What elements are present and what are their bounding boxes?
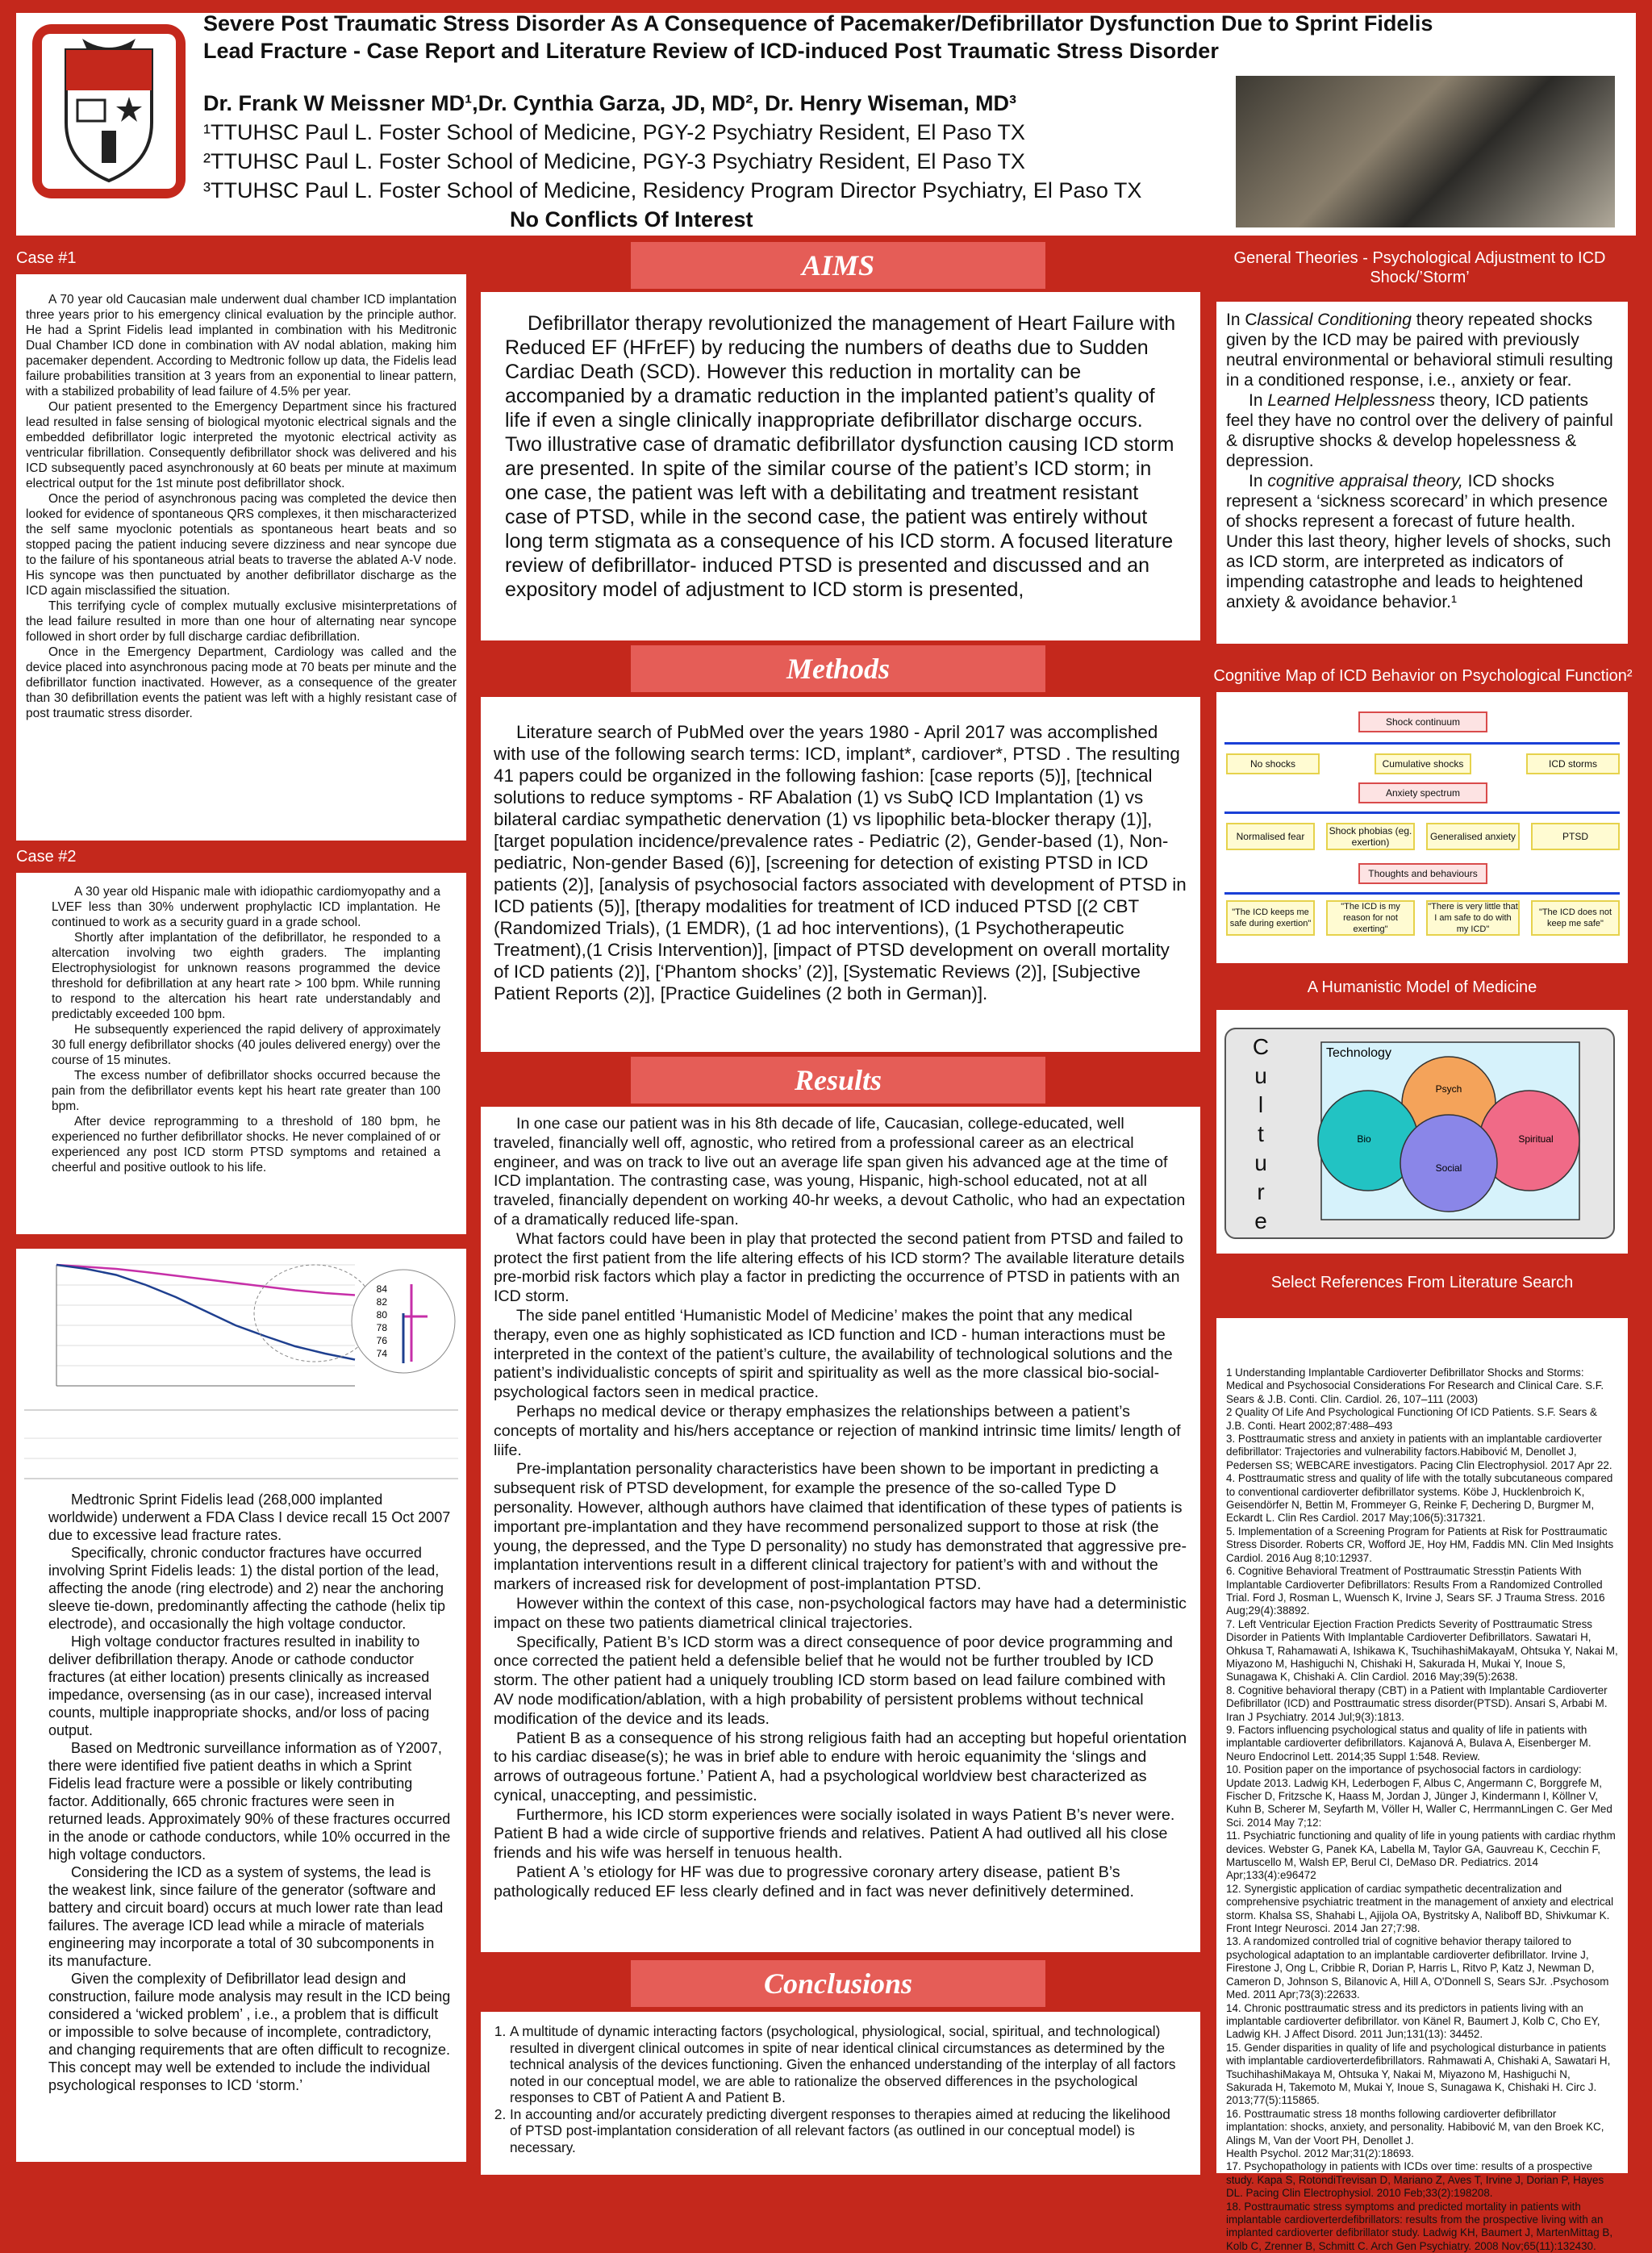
- affiliation-3: ³TTUHSC Paul L. Foster School of Medicine, Residency Program Director Psychiatry, El Paso TX: [203, 178, 1142, 202]
- fidelis-paragraph: Considering the ICD as a system of systems, the lead is the weakest link, since failure of the generator (software and battery and circuit board) occurs at much lower rate than lead failures. The average ICD lead while a miracle of materials engineering may incorporate a total of 30 subcomponents in its manufacture.: [48, 1864, 444, 1969]
- thought-2-box: "The ICD is my reason for not exerting": [1326, 900, 1415, 936]
- ref-item: 1 Understanding Implantable Cardioverter Defibrillator Shocks and Storms: Medical and Psychosocial Considerations For Research and Clinical Care. S.F. Sears & J.B. Conti. Clin. Cardiol. 26, 107–111 (2003): [1226, 1366, 1604, 1405]
- case2-paragraph: A 30 year old Hispanic male with idiopathic cardiomyopathy and a LVEF less than 30% underwent prophylactic ICD implantation. He continued to work as a security guard in a grade school.: [52, 885, 440, 929]
- ref-item: 10. Position paper on the importance of psychosocial factors in cardiology: Update 2013. Ladwig KH, Lederbogen F, Albus C, Angermann C, Borggrefe M, Fischer D, Fritzsche K, Haass M, Jordan J, Jünger J, Kindermann I, Köllner V, Kuhn B, Scherer M, Seyfarth M, Völler H, Waller C, HerrmannLingen C. Ger Med Sci. 2014 May 7;12:: [1226, 1763, 1612, 1829]
- fidelis-paragraph: Medtronic Sprint Fidelis lead (268,000 implanted worldwide) underwent a FDA Class I device recall 15 Oct 2007 due to excessive lead fracture rates.: [48, 1492, 451, 1543]
- survival-table: [24, 1402, 458, 1483]
- shock-arrow: [1224, 742, 1620, 745]
- case2-paragraph: The excess number of defibrillator shocks occurred because the pain from the defibrillator events kept his heart rate greater than 100 bpm.: [52, 1069, 440, 1113]
- fidelis-panel: [16, 1249, 466, 2162]
- conflict-statement: No Conflicts Of Interest: [510, 207, 753, 232]
- results-paragraph: Patient A ’s etiology for HF was due to progressive coronary artery disease, patient B’s pathologically reduced EF less clearly defined and in fact was never definitively determined.: [494, 1863, 1134, 1900]
- ref-item: 13. A randomized controlled trial of cognitive behavior therapy tailored to psychological adaptation to an implantable cardioverter defibrillator. Irvine J, Firestone J, Ong L, Cribbie R, Dorian P, Harris L, Ritvo P, Katz J, Newman D, Cameron D, Johnson S, Bilanovic A, Hill A, O'Donnell S, Sears SJr. .Psychosom Med. 2011 Apr;73(3):22633.: [1226, 1935, 1609, 2001]
- inset-tick-label: 82: [376, 1296, 387, 1308]
- thought-1-box: "The ICD keeps me safe during exertion": [1226, 900, 1315, 936]
- fidelis-text: [48, 1491, 452, 2094]
- ref-item: 3. Posttraumatic stress and anxiety in patients with an implantable cardioverter defibrillator: Trajectories and vulnerability factors.Habibović M, Denollet J, Pedersen SS; WEBCARE investigators. Pacing Clin Electrophysiol. 2017 Apr 22.: [1226, 1433, 1612, 1471]
- conclusion-item: 1. A multitude of dynamic interacting factors (psychological, physiological, social, spiritual, and technological) resulted in divergent clinical outcomes in spite of near identical clinical circumstances as determined by the technical analysis of the devices functioning. Given the enhanced understanding of the interplay of all factors noted in our conceptual model, we are able to rationalize the observed differences in the psychological responses to CBT of Patient A and Patient B.: [510, 2023, 1184, 2106]
- author-block: [203, 89, 1252, 234]
- humanistic-label: A Humanistic Model of Medicine: [1307, 978, 1537, 996]
- bio-text: Bio: [1357, 1133, 1371, 1145]
- thought-4-box: "The ICD does not keep me safe": [1531, 900, 1620, 936]
- inset-tick-label: 80: [376, 1309, 387, 1321]
- psych-text: Psych: [1435, 1083, 1462, 1095]
- poster-title: [203, 10, 1575, 65]
- title-line-1: Severe Post Traumatic Stress Disorder As A Consequence of Pacemaker/Defibrillator Dysfunction Due to Sprint Fidelis: [203, 11, 1433, 35]
- ref-item: 11. Psychiatric functioning and quality of life in young patients with cardiac rhythm devices. Webster G, Panek KA, Labella M, Taylor GA, Gauvreau K, Cecchin F, Martuscello M, Walsh EP, Berul CI, DeMaso DR. Pediatrics. 2014 Apr;133(4):e96472: [1226, 1830, 1616, 1882]
- ref-item: 4. Posttraumatic stress and quality of life with the totally subcutaneous compared to conventional cardioverter defibrillator systems. Köbe J, Hucklenbroich K, Geisendörfer N, Bettin M, Frommeyer G, Reinke F, Dechering D, Burgmer M, Eckardt L. Clin Res Cardiol. 2017 May;106(5):317321.: [1226, 1472, 1613, 1525]
- theories-panel: [1216, 302, 1628, 644]
- ref-item: 9. Factors influencing psychological status and quality of life in patients with implantable cardioverter defibrillators. Kajanová A, Bulava A, Eisenberger M. Neuro Endocrinol Lett. 2014;35 Suppl 1:548. Review.: [1226, 1723, 1592, 1763]
- culture-label: C u l t u r e: [1252, 1034, 1270, 1233]
- theory-helplessness: In Learned Helplessness theory, ICD patients feel they have no control over the delivery of painful & disruptive shocks & develop hopelessness & depression.: [1226, 391, 1613, 470]
- results-paragraph: However within the context of this case, non-psychological factors may have had a deterministic impact on these two patients diametrical clinical trajectories.: [494, 1594, 1187, 1632]
- survival-line-0: [56, 1265, 355, 1295]
- case1-paragraph: Once the period of asynchronous pacing was completed the device then looked for evidence of spontaneous QRS complexes, it then mischaracterized the self same myoclonic potentials as spontaneous heart beats and so stopped pacing the patient inducing severe dizziness and near syncope due to the failure of his spontaneous atrial beats to traverse the ablated A-V node. His syncope was then punctuated by another defibrillator discharge as the ICD again misclassified the situation.: [26, 492, 457, 598]
- methods-heading: Methods: [631, 645, 1045, 692]
- fidelis-paragraph: Given the complexity of Defibrillator lead design and construction, failure mode analysis may result in the ICD being considered a ‘wicked problem’ , i.e., a problem that is difficult or impossible to solve because of incomplete, contradictory, and changing requirements that are often difficult to recognize. This concept may well be extended to include the individual psychological responses to ICD ‘storm.’: [48, 1971, 451, 2093]
- thought-3-box: "There is very little that I am safe to do with my ICD": [1426, 900, 1520, 936]
- conclusions-heading: Conclusions: [631, 1960, 1045, 2007]
- thoughts-box: Thoughts and behaviours: [1358, 863, 1487, 884]
- anxiety-spectrum-box: Anxiety spectrum: [1358, 782, 1487, 803]
- thoughts-arrow: [1224, 892, 1620, 895]
- results-heading: Results: [631, 1057, 1045, 1104]
- conclusion-item: 2. In accounting and/or accurately predicting divergent responses to therapies aimed at reducing the likelihood of PTSD post-implantation consideration of all relevant factors (as outlined in our conceptual model) is necessary.: [510, 2106, 1184, 2156]
- theory-appraisal: In cognitive appraisal theory, ICD shocks represent a ‘sickness scorecard’ in which presence of shocks represent a forecast of future health. Under this last theory, higher levels of shocks, such as ICD storm, are interpreted as indicators of impending catastrophe and leads to heightened anxiety & avoidance behavior.¹: [1226, 472, 1612, 611]
- inset-tick-label: 76: [376, 1335, 387, 1346]
- inset-tick-label: 84: [376, 1283, 387, 1295]
- ref-item: 6. Cognitive Behavioral Treatment of Posttraumatic Stressṭin Patients With Implantable Cardioverter Defibrillators: Results From a Randomized Controlled Trial. Ford J, Rosman L, Wuensch K, Irvine J, Sears SF. J Trauma Stress. 2016 Aug;29(4):38892.: [1226, 1565, 1605, 1617]
- ref-item: 16. Posttraumatic stress 18 months following cardioverter defibrillator implantation: shocks, anxiety, and personality. Habibović M, van den Broek KC, Alings M, Van der Voort PH, Denollet J.: [1226, 2107, 1604, 2147]
- case1-paragraph: A 70 year old Caucasian male underwent dual chamber ICD implantation three years prior to his emergency clinical evaluation by the principle author. He had a Sprint Fidelis lead implanted in combination with his Meditronic Dual Chamber ICD done in combination with AV nodal ablation, making him pacemaker dependent. According to Medtronic follow up data, the Fidelis lead failure probabilities transition at 3 years from an exponential to linear pattern, with a stabilized probability of lead failure of 4.5% per year.: [26, 293, 457, 398]
- icd-storms-box: ICD storms: [1526, 753, 1620, 774]
- aims-panel: [481, 292, 1200, 640]
- case2-panel: [16, 873, 466, 1234]
- humanistic-panel: [1216, 1010, 1628, 1254]
- technology-text: Technology: [1326, 1046, 1391, 1060]
- case1-label: Case #1: [16, 249, 77, 267]
- results-paragraph: Furthermore, his ICD storm experiences were socially isolated in ways Patient B’s never were. Patient B had a wide circle of supportive friends and relatives. Patient A had outlived all his close friends and his wife was herself in tenuous health.: [494, 1805, 1175, 1863]
- aims-heading: AIMS: [631, 242, 1045, 289]
- inset-tick-label: 74: [376, 1348, 387, 1359]
- aims-text: Defibrillator therapy revolutionized the management of Heart Failure with Reduced EF (HFrEF) by reducing the numbers of deaths due to Sudden Cardiac Death (SCD). However this reduction in mortality can be accompanied by a dramatic reduction in the implanted patient’s quality of life if even a single clinically inappropriate defibrillator discharge occurs. Two illustrative case of dramatic defibrillator dysfunction causing ICD storm are presented. In spite of the similar course of the patient’s ICD storm; in one case, the patient was left with a debilitating and treatment resistant case of PTSD, while in the second case, the patient was entirely without long term stigmata as a consequence of his ICD storm. A focused literature review of defibrillator- induced PTSD is presented and discussed and an expository model of adjustment to ICD storm is presented,: [505, 312, 1176, 601]
- affiliation-2: ²TTUHSC Paul L. Foster School of Medicine, PGY-3 Psychiatry Resident, El Paso TX: [203, 149, 1025, 173]
- ref-item: 5. Implementation of a Screening Program for Patients at Risk for Posttraumatic Stress Disorder. Roberts CR, Wofford JE, Hoy HM, Faddis MN. Clin Med Insights Cardiol. 2016 Aug 8;10:12937.: [1226, 1525, 1614, 1564]
- methods-panel: [481, 697, 1200, 1052]
- ref-item: 15. Gender disparities in quality of life and psychological disturbance in patients with implantable cardioverterdefibrillators. Rahmawati A, Chishaki A, Sawatari H, TsuchihashiMakaya M, Ohtsuka Y, Nakai M, Miyazono M, Hashiguchi N, Sakurada H, Takemoto M, Mukai Y, Inoue S, Sunagawa K, Chishaki H. Circ J. 2013;77(5):115865.: [1226, 2041, 1611, 2107]
- case2-paragraph: He subsequently experienced the rapid delivery of approximately 30 full energy defibrillator shocks (40 joules delivered energy) over the course of 15 minutes.: [52, 1023, 440, 1067]
- ref-item: 17. Psychopathology in patients with ICDs over time: results of a prospective study. Kapa S, RotondiTrevisan D, Mariano Z, Aves T, Irvine J, Dorian P, Hayes DL. Pacing Clin Electrophysiol. 2010 Feb;33(2):198208.: [1226, 2160, 1604, 2200]
- case1-paragraph: Once in the Emergency Department, Cardiology was called and the device placed into asynchronous pacing mode at 70 beats per minute and the defibrillator function inactivated. However, as a consequence of the greater than 30 defibrillation events the patient was left with a highly resistant case of post traumatic stress disorder.: [26, 645, 457, 720]
- case2-paragraph: After device reprogramming to a threshold of 180 bpm, he experienced no further defibrillator shocks. He never complained of or experienced any post ICD storm PTSD symptoms and retained a cheerful and positive outlook to his life.: [52, 1115, 440, 1174]
- results-paragraph: Perhaps no medical device or therapy emphasizes the relationships between a patient’s concepts of mortality and his/hers acceptance or rejection of mankind intrinsic time limits/ length of liife.: [494, 1402, 1181, 1459]
- results-paragraph: What factors could have been in play that protected the second patient from PTSD and failed to protect the first patient from the life altering effects of his ICD storm? The available literature details pre-morbid risk factors which play a factor in predicting the occurrence of PTSD in patients with an ICD storm.: [494, 1229, 1185, 1306]
- social-text: Social: [1435, 1162, 1462, 1174]
- procedure-photos: [1236, 76, 1615, 227]
- no-shocks-box: No shocks: [1226, 753, 1320, 774]
- shock-continuum-box: Shock continuum: [1358, 711, 1487, 732]
- refs-label: Select References From Literature Search: [1270, 1274, 1574, 1291]
- ref-item: 14. Chronic posttraumatic stress and its predictors in patients living with an implantable cardioverter defibrillator. von Känel R, Baumert J, Kolb C, Cho EY, Ladwig KH. J Affect Disord. 2011 Jun;131(13): 34452.: [1226, 2001, 1600, 2041]
- cogmap-panel: [1216, 692, 1628, 963]
- inset-tick-label: 78: [376, 1322, 387, 1333]
- case2-label: Case #2: [16, 848, 77, 866]
- shock-phobias-box: Shock phobias (eg. exertion): [1326, 823, 1415, 850]
- refs-panel: [1216, 1318, 1628, 2252]
- ref-item: 7. Left Ventricular Ejection Fraction Predicts Severity of Posttraumatic Stress Disorder in Patients With Implantable Cardioverter Defibrillators. Sawatari H, Ohkusa T, Rahamawati A, Ishikawa K, TsuchihashiMakayaM, Ohtsuka Y, Nakai M, Miyazono M, Hashiguchi N, Chishaki H, Sakurada H, Mukai Y, Inoue S, Sunagawa K, Chishaki A. Clin Cardiol. 2016 May;39(5):2638.: [1226, 1617, 1618, 1683]
- biopsychosocial-diagram: [1320, 1041, 1581, 1223]
- methods-text: Literature search of PubMed over the years 1980 - April 2017 was accomplished with use of the following search terms: ICD, implant*, cardiover*, PTSD . The resulting 41 papers could be organized in the following fashion: [case reports (5)], [technical solutions to reduce symptoms - RF Abalation (1) vs SubQ ICD Implantation (1) vs bilateral cardiac sympathetic denervation (1) vs lipophilic beta-blocker therapy (1)], [target population incidence/prevalence rates - Pediatric (2), Gender-based (1), Non-pediatric, Non-gender Based (6)], [screening for detection of existing PTSD in ICD patients (2)], [analysis of psychosocial factors associated with development of PTSD in ICD patients (5)], [therapy modalities for treatment of ICD induced PTSD [(2 CBT (Randomized Trials), (1 EMDR), (1 ad hoc interventions), (1 Psychotherapeutic Treatment),(1 Crisis Intervention)], [impact of PTSD development on overall mortality of ICD patients (2)], [‘Phantom shocks’ (2)], [Systematic Reviews (2)], [Subjective Patient Reports (2)], [Practice Guidelines (2 both in German)].: [494, 722, 1187, 1003]
- conclusions-list: [487, 2023, 1184, 2155]
- ref-item: 8. Cognitive behavioral therapy (CBT) in a Patient with Implantable Cardioverter Defibrillator (ICD) and Posttraumatic stress disorder(PTSD). Ansari S, Arbabi M. Iran J Psychiatry. 2014 Jul;9(3):1813.: [1226, 1683, 1608, 1723]
- spiritual-text: Spiritual: [1518, 1133, 1554, 1145]
- results-panel: [481, 1107, 1200, 1952]
- results-paragraph: Specifically, Patient B’s ICD storm was a direct consequence of poor device programming and once corrected the patient held a defensible belief that he would not be further troubled by ICD storm. The other patient had a uniquely troubling ICD storm based on lead failure combined with AV node modification/ablation, with a high probability of persistent problems without technical modification of the device and its leads.: [494, 1633, 1173, 1728]
- ref-item: 2 Quality Of Life And Psychological Functioning Of ICD Patients. S.F. Sears & J.B. Conti. Heart 2002;87:488–493: [1226, 1406, 1597, 1432]
- results-paragraph: Patient B as a consequence of his strong religious faith had an accepting but hopeful orientation to his cardiac disease(s); he was in brief able to endure with heroic equanimity the ‘slings and arrows of outrageous fortune.’ Patient A, had a psychological worldview best characterized as cynical, unaccepting, and pessimistic.: [494, 1729, 1187, 1804]
- generalised-anxiety-box: Generalised anxiety: [1426, 823, 1520, 850]
- ptsd-box: PTSD: [1531, 823, 1620, 850]
- conclusions-panel: [481, 2012, 1200, 2175]
- normalised-fear-box: Normalised fear: [1226, 823, 1315, 850]
- university-logo: [32, 24, 186, 198]
- results-paragraph: The side panel entitled ‘Humanistic Model of Medicine’ makes the point that any medical therapy, even one as highly sophisticated as ICD function and ICD - human interactions must be interpreted in the context of the patient’s culture, the availability of technological solutions and the patient’s individualistic concepts of spirit and spirituality as well as the more classical bio-social-psychological factors seen in medical practice.: [494, 1306, 1173, 1402]
- case1-panel: [16, 274, 466, 841]
- theories-label: General Theories - Psychological Adjustment to ICD Shock/’Storm’: [1233, 249, 1606, 286]
- author-names: Dr. Frank W Meissner MD¹,Dr. Cynthia Garza, JD, MD², Dr. Henry Wiseman, MD³: [203, 91, 1016, 115]
- fidelis-paragraph: Specifically, chronic conductor fractures have occurred involving Sprint Fidelis leads: 1) the distal portion of the lead, affecting the anode (ring electrode) and 2) near the anchoring sleeve tie-down, predominantly affecting the cathode (helix tip electrode), and occasionally the high voltage conductor.: [48, 1545, 445, 1632]
- theory-classical: In Classical Conditioning theory repeated shocks given by the ICD may be paired with previously neutral environmental or behavioral stimuli resulting in a conditioned response, i.e., anxiety or fear.: [1226, 311, 1613, 390]
- affiliation-1: ¹TTUHSC Paul L. Foster School of Medicine, PGY-2 Psychiatry Resident, El Paso TX: [203, 120, 1025, 144]
- ref-item: 18. Posttraumatic stress symptoms and predicted mortality in patients with implantable cardioverterdefibrillators: results from the prospective living with an implanted cardioverter defibrillator study. Ladwig KH, Baumert J, MartenMittag B, Kolb C, Zrenner B, Schmitt C. Arch Gen Psychiatry. 2008 Nov;65(11):132430.: [1226, 2200, 1613, 2252]
- ref-item: Health Psychol. 2012 Mar;31(2):18693.: [1226, 2147, 1414, 2159]
- case1-paragraph: Our patient presented to the Emergency Department since his fractured lead resulted in false sensing of biological myotonic electrical signals and the embedded defibrillator logic interpreted the myotonic electrical activity as ventricular fibrillation. Consequently defibrillator shock was delivered and his ICD subsequently paced asynchronously at 60 beats per minute at maximum electrical output for the 1st minute post defibrillator shock.: [26, 400, 457, 490]
- results-paragraph: Pre-implantation personality characteristics have been shown to be important in predicting a subsequent risk of PTSD development, for example the presence of the so-called Type D personality. However, although authors have claimed that identification of these types of patients is important pre-implantation and they have recommend personalized support to those at risk (the young, the depressed, and the Type D personality) no study has demonstrated that aggressive pre-implantation interventions result in a different clinical trajectory for patient’s with and without the markers of increased risk for development of post-implantation PTSD.: [494, 1460, 1187, 1594]
- results-paragraph: In one case our patient was in his 8th decade of life, Caucasian, college-educated, well traveled, financially well off, agnostic, who retired from a professional career as an electrical engineer, and was on track to live out an average life span given his advanced age at the time of ICD implantation. The contrasting case, was young, Hispanic, high-school educated, not at all traveled, financially dependent on working 40-hr weeks, a devout Catholic, who had an expectation of a dramatically reduced life-span.: [494, 1115, 1186, 1229]
- case1-paragraph: This terrifying cycle of complex mutually exclusive misinterpretations of the lead failure resulted in more than one hour of alternating near syncope followed in short order by full discharge cardiac defibrillation.: [26, 599, 457, 644]
- ref-item: 12. Synergistic application of cardiac sympathetic decentralization and comprehensive psychiatric treatment in the management of anxiety and electrical storm. Khalsa SS, Shahabi L, Ajijola OA, Bystritsky A, Naliboff BD, Shivkumar K. Front Integr Neurosci. 2014 Jan 27;7:98.: [1226, 1882, 1614, 1935]
- title-line-2: Lead Fracture - Case Report and Literature Review of ICD-induced Post Traumatic Stress Disorder: [203, 39, 1219, 63]
- fidelis-paragraph: High voltage conductor fractures resulted in inability to deliver defibrillation therapy. Anode or cathode conductor fractures (at either location) presents clinically as increased impedance, oversensing (as in our case), increased interval counts, multiple inappropriate shocks, and/or loss of pacing output.: [48, 1633, 432, 1738]
- fidelis-paragraph: Based on Medtronic surveillance information as of Y2007, there were identified five patient deaths in which a Sprint Fidelis lead fracture were a possible or likely contributing factor. Additionally, 665 chronic fractures were seen in returned leads. Approximately 90% of these fractures occurred in the anode or cathode conductors, while 10% occurred in the high voltage conductors.: [48, 1740, 451, 1863]
- shield-crest-icon: [42, 34, 176, 189]
- cogmap-label: Cognitive Map of ICD Behavior on Psychological Function²: [1213, 667, 1633, 685]
- case2-paragraph: Shortly after implantation of the defibrillator, he responded to a altercation involving two eighth graders. The implanting Electrophysiologist for unknown reasons programmed the device threshold for defibrillation at any heart rate > 100 bpm. While running to respond to the altercation his heart rate understandably and predictably exceeded 100 bpm.: [52, 931, 440, 1021]
- survival-table-grid: [24, 1402, 458, 1483]
- anxiety-arrow: [1224, 811, 1620, 814]
- cumulative-shocks-box: Cumulative shocks: [1375, 753, 1471, 774]
